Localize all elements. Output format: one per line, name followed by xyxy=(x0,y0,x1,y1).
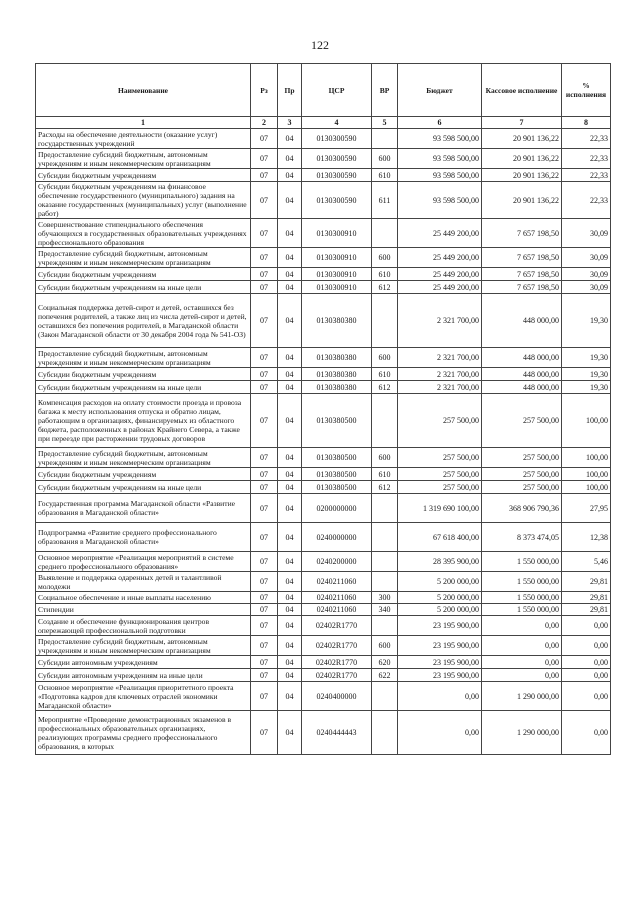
cell-csr: 0130380380 xyxy=(302,348,372,368)
cell-rz: 07 xyxy=(251,682,278,711)
cell-rz: 07 xyxy=(251,169,278,182)
cell-name: Субсидии бюджетным учреждениям xyxy=(36,268,251,281)
cell-percent: 0,00 xyxy=(562,669,611,682)
cell-rz: 07 xyxy=(251,592,278,604)
cell-percent: 5,46 xyxy=(562,552,611,572)
cell-pr: 04 xyxy=(278,682,302,711)
cell-rz: 07 xyxy=(251,711,278,755)
header-name: Наименование xyxy=(36,64,251,117)
cell-name: Основное мероприятие «Реализация приоритетного проекта «Подготовка кадров для ключевых отраслей экономики Магаданской области» xyxy=(36,682,251,711)
cell-pr: 04 xyxy=(278,394,302,448)
cell-csr: 0130380380 xyxy=(302,368,372,381)
cell-budget: 257 500,00 xyxy=(398,448,482,468)
cell-percent: 100,00 xyxy=(562,448,611,468)
table-row xyxy=(36,604,611,616)
cell-execution: 8 373 474,05 xyxy=(482,523,562,552)
cell-percent: 30,09 xyxy=(562,281,611,294)
cell-rz: 07 xyxy=(251,604,278,616)
table-row xyxy=(36,248,611,268)
cell-percent: 22,33 xyxy=(562,149,611,169)
cell-rz: 07 xyxy=(251,294,278,348)
header-percent: % исполнения xyxy=(562,64,611,117)
cell-percent: 27,95 xyxy=(562,494,611,523)
cell-pr: 04 xyxy=(278,368,302,381)
cell-execution: 0,00 xyxy=(482,636,562,656)
cell-vr xyxy=(372,523,398,552)
cell-execution: 20 901 136,22 xyxy=(482,182,562,219)
cell-execution: 1 290 000,00 xyxy=(482,711,562,755)
cell-rz: 07 xyxy=(251,381,278,394)
cell-csr: 0200000000 xyxy=(302,494,372,523)
header-pr: Пр xyxy=(278,64,302,117)
cell-budget: 23 195 900,00 xyxy=(398,616,482,636)
cell-percent: 19,30 xyxy=(562,348,611,368)
cell-vr xyxy=(372,572,398,592)
cell-percent: 22,33 xyxy=(562,169,611,182)
cell-percent: 100,00 xyxy=(562,481,611,494)
table-body xyxy=(36,129,611,755)
cell-name: Выявление и поддержка одаренных детей и талантливой молодежи xyxy=(36,572,251,592)
header-execution: Кассовое исполнение xyxy=(482,64,562,117)
cell-csr: 0130380500 xyxy=(302,448,372,468)
cell-vr: 600 xyxy=(372,149,398,169)
column-number-row xyxy=(36,117,611,129)
table-row xyxy=(36,294,611,348)
cell-execution: 257 500,00 xyxy=(482,448,562,468)
cell-execution: 448 000,00 xyxy=(482,294,562,348)
cell-percent: 19,30 xyxy=(562,368,611,381)
cell-pr: 04 xyxy=(278,552,302,572)
cell-name: Субсидии бюджетным учреждениям на иные цели xyxy=(36,381,251,394)
cell-vr xyxy=(372,394,398,448)
cell-csr: 0240211060 xyxy=(302,572,372,592)
cell-csr: 0130300910 xyxy=(302,268,372,281)
cell-execution: 1 290 000,00 xyxy=(482,682,562,711)
cell-budget: 93 598 500,00 xyxy=(398,149,482,169)
cell-pr: 04 xyxy=(278,711,302,755)
table-row xyxy=(36,129,611,149)
cell-budget: 93 598 500,00 xyxy=(398,129,482,149)
cell-execution: 368 906 790,36 xyxy=(482,494,562,523)
col-number: 6 xyxy=(398,117,482,129)
cell-rz: 07 xyxy=(251,149,278,169)
cell-percent: 19,30 xyxy=(562,381,611,394)
cell-rz: 07 xyxy=(251,552,278,572)
cell-name: Государственная программа Магаданской области «Развитие образования в Магаданской области» xyxy=(36,494,251,523)
table-row xyxy=(36,656,611,669)
cell-percent: 12,38 xyxy=(562,523,611,552)
cell-execution: 0,00 xyxy=(482,656,562,669)
cell-rz: 07 xyxy=(251,129,278,149)
cell-vr xyxy=(372,552,398,572)
cell-rz: 07 xyxy=(251,523,278,552)
cell-rz: 07 xyxy=(251,281,278,294)
cell-execution: 7 657 198,50 xyxy=(482,219,562,248)
cell-budget: 93 598 500,00 xyxy=(398,182,482,219)
cell-percent: 29,81 xyxy=(562,572,611,592)
cell-vr: 612 xyxy=(372,481,398,494)
cell-name: Субсидии автономным учреждениям xyxy=(36,656,251,669)
cell-vr xyxy=(372,294,398,348)
cell-rz: 07 xyxy=(251,368,278,381)
cell-name: Субсидии автономным учреждениям на иные цели xyxy=(36,669,251,682)
cell-vr xyxy=(372,494,398,523)
cell-percent: 0,00 xyxy=(562,682,611,711)
cell-budget: 2 321 700,00 xyxy=(398,348,482,368)
cell-execution: 1 550 000,00 xyxy=(482,572,562,592)
cell-csr: 0130300590 xyxy=(302,169,372,182)
header-budget: Бюджет xyxy=(398,64,482,117)
cell-vr: 300 xyxy=(372,592,398,604)
cell-csr: 0240211060 xyxy=(302,604,372,616)
cell-vr: 340 xyxy=(372,604,398,616)
cell-execution: 448 000,00 xyxy=(482,368,562,381)
cell-vr: 610 xyxy=(372,468,398,481)
cell-execution: 7 657 198,50 xyxy=(482,268,562,281)
cell-pr: 04 xyxy=(278,656,302,669)
table-row xyxy=(36,381,611,394)
cell-pr: 04 xyxy=(278,592,302,604)
cell-percent: 22,33 xyxy=(562,182,611,219)
cell-pr: 04 xyxy=(278,572,302,592)
cell-execution: 448 000,00 xyxy=(482,348,562,368)
cell-name: Предоставление субсидий бюджетным, автономным учреждениям и иным некоммерческим организациям xyxy=(36,448,251,468)
cell-rz: 07 xyxy=(251,481,278,494)
cell-pr: 04 xyxy=(278,129,302,149)
cell-csr: 0130300590 xyxy=(302,182,372,219)
cell-name: Мероприятие «Проведение демонстрационных экзаменов в профессиональных образовательных организациях, реализующих программы среднего профессионального образования, в которых xyxy=(36,711,251,755)
cell-name: Расходы на обеспечение деятельности (оказание услуг) государственных учреждений xyxy=(36,129,251,149)
cell-pr: 04 xyxy=(278,448,302,468)
cell-percent: 0,00 xyxy=(562,616,611,636)
cell-budget: 25 449 200,00 xyxy=(398,281,482,294)
cell-budget: 23 195 900,00 xyxy=(398,656,482,669)
cell-budget: 2 321 700,00 xyxy=(398,381,482,394)
cell-budget: 5 200 000,00 xyxy=(398,604,482,616)
header-rz: Рз xyxy=(251,64,278,117)
cell-percent: 30,09 xyxy=(562,248,611,268)
cell-execution: 1 550 000,00 xyxy=(482,552,562,572)
table-row xyxy=(36,281,611,294)
table-row xyxy=(36,636,611,656)
cell-budget: 1 319 690 100,00 xyxy=(398,494,482,523)
cell-execution: 448 000,00 xyxy=(482,381,562,394)
cell-rz: 07 xyxy=(251,219,278,248)
header-vr: ВР xyxy=(372,64,398,117)
cell-rz: 07 xyxy=(251,494,278,523)
col-number: 7 xyxy=(482,117,562,129)
cell-vr: 600 xyxy=(372,636,398,656)
cell-csr: 0240000000 xyxy=(302,523,372,552)
table-row xyxy=(36,682,611,711)
cell-budget: 5 200 000,00 xyxy=(398,592,482,604)
cell-budget: 25 449 200,00 xyxy=(398,248,482,268)
cell-pr: 04 xyxy=(278,219,302,248)
table-row xyxy=(36,669,611,682)
header-csr: ЦСР xyxy=(302,64,372,117)
col-number: 1 xyxy=(36,117,251,129)
cell-name: Предоставление субсидий бюджетным, автономным учреждениям и иным некоммерческим организациям xyxy=(36,636,251,656)
cell-vr: 600 xyxy=(372,348,398,368)
cell-budget: 2 321 700,00 xyxy=(398,368,482,381)
cell-execution: 0,00 xyxy=(482,616,562,636)
table-row xyxy=(36,481,611,494)
cell-pr: 04 xyxy=(278,604,302,616)
cell-percent: 0,00 xyxy=(562,711,611,755)
cell-percent: 0,00 xyxy=(562,656,611,669)
cell-execution: 1 550 000,00 xyxy=(482,592,562,604)
table-row xyxy=(36,572,611,592)
cell-rz: 07 xyxy=(251,616,278,636)
cell-budget: 5 200 000,00 xyxy=(398,572,482,592)
cell-name: Компенсация расходов на оплату стоимости проезда и провоза багажа к месту использования отпуска и обратно лицам, работающим в организациях, финансируемых из областного бюджета, расположенных в районах Крайнего Севера, а также при переезде при расторжении трудовых договоров xyxy=(36,394,251,448)
cell-csr: 0130380500 xyxy=(302,394,372,448)
cell-execution: 0,00 xyxy=(482,669,562,682)
cell-name: Социальное обеспечение и иные выплаты населению xyxy=(36,592,251,604)
cell-rz: 07 xyxy=(251,656,278,669)
cell-budget: 25 449 200,00 xyxy=(398,268,482,281)
table-row xyxy=(36,523,611,552)
cell-name: Субсидии бюджетным учреждениям xyxy=(36,468,251,481)
cell-budget: 2 321 700,00 xyxy=(398,294,482,348)
table-row xyxy=(36,616,611,636)
cell-pr: 04 xyxy=(278,636,302,656)
cell-vr xyxy=(372,616,398,636)
cell-pr: 04 xyxy=(278,149,302,169)
cell-csr: 0130380500 xyxy=(302,468,372,481)
cell-name: Совершенствование стипендиального обеспечения обучающихся в государственных образовательных учреждениях профессионального образования xyxy=(36,219,251,248)
table-row xyxy=(36,394,611,448)
cell-name: Субсидии бюджетным учреждениям на финансовое обеспечение государственного (муниципального) задания на оказание государственных (муниципальных) услуг (выполнение работ) xyxy=(36,182,251,219)
cell-name: Социальная поддержка детей-сирот и детей, оставшихся без попечения родителей, а также лиц из числа детей-сирот и детей, оставшихся без попечения родителей, в Магаданской области (Закон Магаданской области от 30 декабря 2004 года № 541-ОЗ) xyxy=(36,294,251,348)
cell-pr: 04 xyxy=(278,381,302,394)
cell-execution: 7 657 198,50 xyxy=(482,281,562,294)
cell-rz: 07 xyxy=(251,572,278,592)
cell-csr: 02402R1770 xyxy=(302,656,372,669)
cell-rz: 07 xyxy=(251,348,278,368)
cell-csr: 0130300590 xyxy=(302,149,372,169)
cell-execution: 257 500,00 xyxy=(482,394,562,448)
cell-budget: 0,00 xyxy=(398,682,482,711)
cell-vr: 600 xyxy=(372,448,398,468)
page-number: 122 xyxy=(311,38,329,52)
cell-pr: 04 xyxy=(278,348,302,368)
budget-execution-table xyxy=(35,63,611,755)
cell-vr xyxy=(372,711,398,755)
cell-percent: 100,00 xyxy=(562,394,611,448)
cell-percent: 30,09 xyxy=(562,268,611,281)
cell-pr: 04 xyxy=(278,468,302,481)
cell-csr: 02402R1770 xyxy=(302,636,372,656)
cell-name: Основное мероприятие «Реализация мероприятий в системе среднего профессионального образования» xyxy=(36,552,251,572)
cell-rz: 07 xyxy=(251,636,278,656)
cell-name: Субсидии бюджетным учреждениям на иные цели xyxy=(36,281,251,294)
cell-execution: 7 657 198,50 xyxy=(482,248,562,268)
table-row xyxy=(36,149,611,169)
cell-vr: 610 xyxy=(372,169,398,182)
cell-vr xyxy=(372,682,398,711)
cell-name: Предоставление субсидий бюджетным, автономным учреждениям и иным некоммерческим организациям xyxy=(36,348,251,368)
cell-name: Предоставление субсидий бюджетным, автономным учреждениям и иным некоммерческим организациям xyxy=(36,248,251,268)
cell-csr: 0130380380 xyxy=(302,294,372,348)
cell-pr: 04 xyxy=(278,248,302,268)
col-number: 4 xyxy=(302,117,372,129)
cell-pr: 04 xyxy=(278,481,302,494)
cell-percent: 100,00 xyxy=(562,468,611,481)
cell-vr xyxy=(372,219,398,248)
table-row xyxy=(36,592,611,604)
cell-csr: 0130300910 xyxy=(302,281,372,294)
cell-csr: 0240211060 xyxy=(302,592,372,604)
cell-csr: 0240400000 xyxy=(302,682,372,711)
col-number: 5 xyxy=(372,117,398,129)
cell-execution: 257 500,00 xyxy=(482,468,562,481)
cell-pr: 04 xyxy=(278,268,302,281)
cell-budget: 67 618 400,00 xyxy=(398,523,482,552)
cell-vr: 610 xyxy=(372,268,398,281)
cell-name: Подпрограмма «Развитие среднего профессионального образования в Магаданской области» xyxy=(36,523,251,552)
cell-budget: 28 395 900,00 xyxy=(398,552,482,572)
cell-percent: 29,81 xyxy=(562,604,611,616)
cell-percent: 30,09 xyxy=(562,219,611,248)
cell-pr: 04 xyxy=(278,523,302,552)
cell-pr: 04 xyxy=(278,494,302,523)
cell-budget: 93 598 500,00 xyxy=(398,169,482,182)
col-number: 3 xyxy=(278,117,302,129)
table-row xyxy=(36,552,611,572)
cell-rz: 07 xyxy=(251,248,278,268)
cell-name: Предоставление субсидий бюджетным, автономным учреждениям и иным некоммерческим организациям xyxy=(36,149,251,169)
table-row xyxy=(36,711,611,755)
cell-rz: 07 xyxy=(251,468,278,481)
cell-name: Субсидии бюджетным учреждениям xyxy=(36,368,251,381)
cell-budget: 25 449 200,00 xyxy=(398,219,482,248)
cell-vr: 610 xyxy=(372,368,398,381)
cell-vr xyxy=(372,129,398,149)
table-row xyxy=(36,268,611,281)
cell-vr: 612 xyxy=(372,381,398,394)
table-row xyxy=(36,182,611,219)
cell-csr: 0240200000 xyxy=(302,552,372,572)
cell-csr: 0130380500 xyxy=(302,481,372,494)
cell-budget: 257 500,00 xyxy=(398,468,482,481)
cell-name: Субсидии бюджетным учреждениям на иные цели xyxy=(36,481,251,494)
cell-pr: 04 xyxy=(278,616,302,636)
table-row xyxy=(36,448,611,468)
cell-rz: 07 xyxy=(251,448,278,468)
cell-percent: 19,30 xyxy=(562,294,611,348)
cell-vr: 600 xyxy=(372,248,398,268)
cell-pr: 04 xyxy=(278,169,302,182)
cell-budget: 23 195 900,00 xyxy=(398,669,482,682)
cell-vr: 611 xyxy=(372,182,398,219)
cell-vr: 612 xyxy=(372,281,398,294)
cell-csr: 0240444443 xyxy=(302,711,372,755)
cell-rz: 07 xyxy=(251,268,278,281)
table-row xyxy=(36,348,611,368)
cell-rz: 07 xyxy=(251,394,278,448)
cell-budget: 257 500,00 xyxy=(398,481,482,494)
cell-csr: 0130300910 xyxy=(302,219,372,248)
col-number: 8 xyxy=(562,117,611,129)
cell-name: Создание и обеспечение функционирования центров опережающей профессиональной подготовки xyxy=(36,616,251,636)
cell-budget: 23 195 900,00 xyxy=(398,636,482,656)
cell-pr: 04 xyxy=(278,669,302,682)
col-number: 2 xyxy=(251,117,278,129)
table-row xyxy=(36,494,611,523)
cell-csr: 02402R1770 xyxy=(302,669,372,682)
cell-csr: 02402R1770 xyxy=(302,616,372,636)
table-row xyxy=(36,169,611,182)
cell-rz: 07 xyxy=(251,182,278,219)
cell-execution: 1 550 000,00 xyxy=(482,604,562,616)
cell-vr: 620 xyxy=(372,656,398,669)
cell-percent: 0,00 xyxy=(562,636,611,656)
cell-percent: 22,33 xyxy=(562,129,611,149)
table-row xyxy=(36,219,611,248)
header-row xyxy=(36,64,611,117)
cell-budget: 257 500,00 xyxy=(398,394,482,448)
cell-name: Стипендии xyxy=(36,604,251,616)
cell-csr: 0130380380 xyxy=(302,381,372,394)
cell-execution: 20 901 136,22 xyxy=(482,149,562,169)
cell-pr: 04 xyxy=(278,294,302,348)
cell-execution: 20 901 136,22 xyxy=(482,169,562,182)
cell-vr: 622 xyxy=(372,669,398,682)
cell-name: Субсидии бюджетным учреждениям xyxy=(36,169,251,182)
cell-pr: 04 xyxy=(278,281,302,294)
cell-rz: 07 xyxy=(251,669,278,682)
cell-budget: 0,00 xyxy=(398,711,482,755)
cell-execution: 20 901 136,22 xyxy=(482,129,562,149)
cell-execution: 257 500,00 xyxy=(482,481,562,494)
cell-csr: 0130300590 xyxy=(302,129,372,149)
cell-percent: 29,81 xyxy=(562,592,611,604)
table-row xyxy=(36,368,611,381)
cell-pr: 04 xyxy=(278,182,302,219)
cell-csr: 0130300910 xyxy=(302,248,372,268)
table-row xyxy=(36,468,611,481)
